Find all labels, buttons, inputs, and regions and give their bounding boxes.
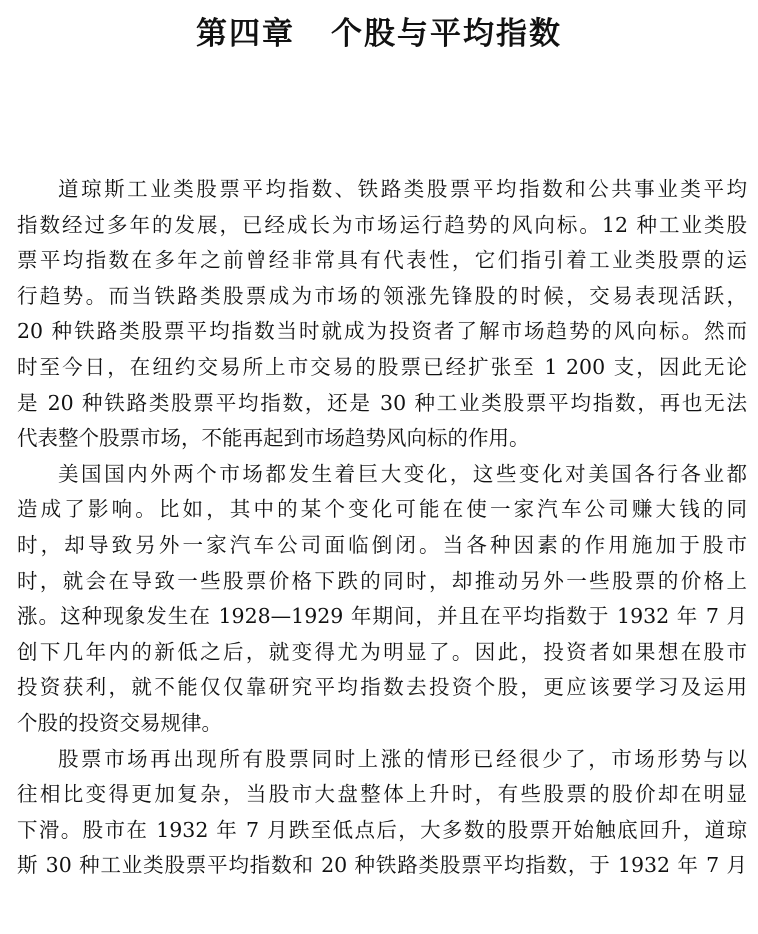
text-line: 个股的投资交易规律。	[17, 710, 222, 735]
text-line: 时至今日，在纽约交易所上市交易的股票已经扩张至 1 200 支，因此无论	[17, 354, 747, 379]
text-line: 美国国内外两个市场都发生着巨大变化，这些变化对美国各行各业都	[58, 461, 747, 486]
chapter-heading	[0, 12, 758, 56]
text-line: 20 种铁路类股票平均指数当时就成为投资者了解市场趋势的风向标。然而	[17, 319, 747, 344]
text-line: 下滑。股市在 1932 年 7 月跌至低点后，大多数的股票开始触底回升，道琼	[17, 817, 747, 842]
text-line: 行趋势。而当铁路类股票成为市场的领涨先锋股的时候，交易表现活跃，	[17, 283, 747, 308]
text-line: 创下几年内的新低之后，就变得尤为明显了。因此，投资者如果想在股市	[17, 639, 747, 664]
text-line: 涨。这种现象发生在 1928—1929 年期间，并且在平均指数于 1932 年 7 月	[17, 604, 747, 629]
text-line: 时，却导致另外一家汽车公司面临倒闭。当各种因素的作用施加于股市	[17, 532, 747, 557]
paragraph-2	[17, 457, 747, 742]
text-line: 往相比变得更加复杂，当股市大盘整体上升时，有些股票的股价却在明显	[17, 782, 747, 807]
text-line: 时，就会在导致一些股票价格下跌的同时，却推动另外一些股票的价格上	[17, 568, 747, 593]
text-line: 指数经过多年的发展，已经成长为市场运行趋势的风向标。12 种工业类股	[17, 212, 747, 237]
text-line: 票平均指数在多年之前曾经非常具有代表性，它们指引着工业类股票的运	[17, 248, 747, 273]
text-line: 代表整个股票市场，不能再起到市场趋势风向标的作用。	[17, 426, 530, 451]
text-line: 斯 30 种工业类股票平均指数和 20 种铁路类股票平均指数，于 1932 年 7 月	[17, 853, 747, 878]
chapter-body	[17, 172, 747, 884]
paragraph-1	[17, 172, 747, 457]
chapter-number: 第四章	[196, 16, 295, 52]
text-line: 道琼斯工业类股票平均指数、铁路类股票平均指数和公共事业类平均	[58, 177, 747, 201]
text-line: 投资获利，就不能仅仅靠研究平均指数去投资个股，更应该要学习及运用	[17, 675, 747, 700]
chapter-title: 个股与平均指数	[331, 16, 562, 52]
text-line: 是 20 种铁路类股票平均指数，还是 30 种工业类股票平均指数，再也无法	[17, 390, 747, 415]
text-line: 股票市场再出现所有股票同时上涨的情形已经很少了，市场形势与以	[58, 746, 747, 771]
paragraph-3	[17, 742, 747, 884]
text-line: 造成了影响。比如，其中的某个变化可能在使一家汽车公司赚大钱的同	[17, 497, 747, 522]
